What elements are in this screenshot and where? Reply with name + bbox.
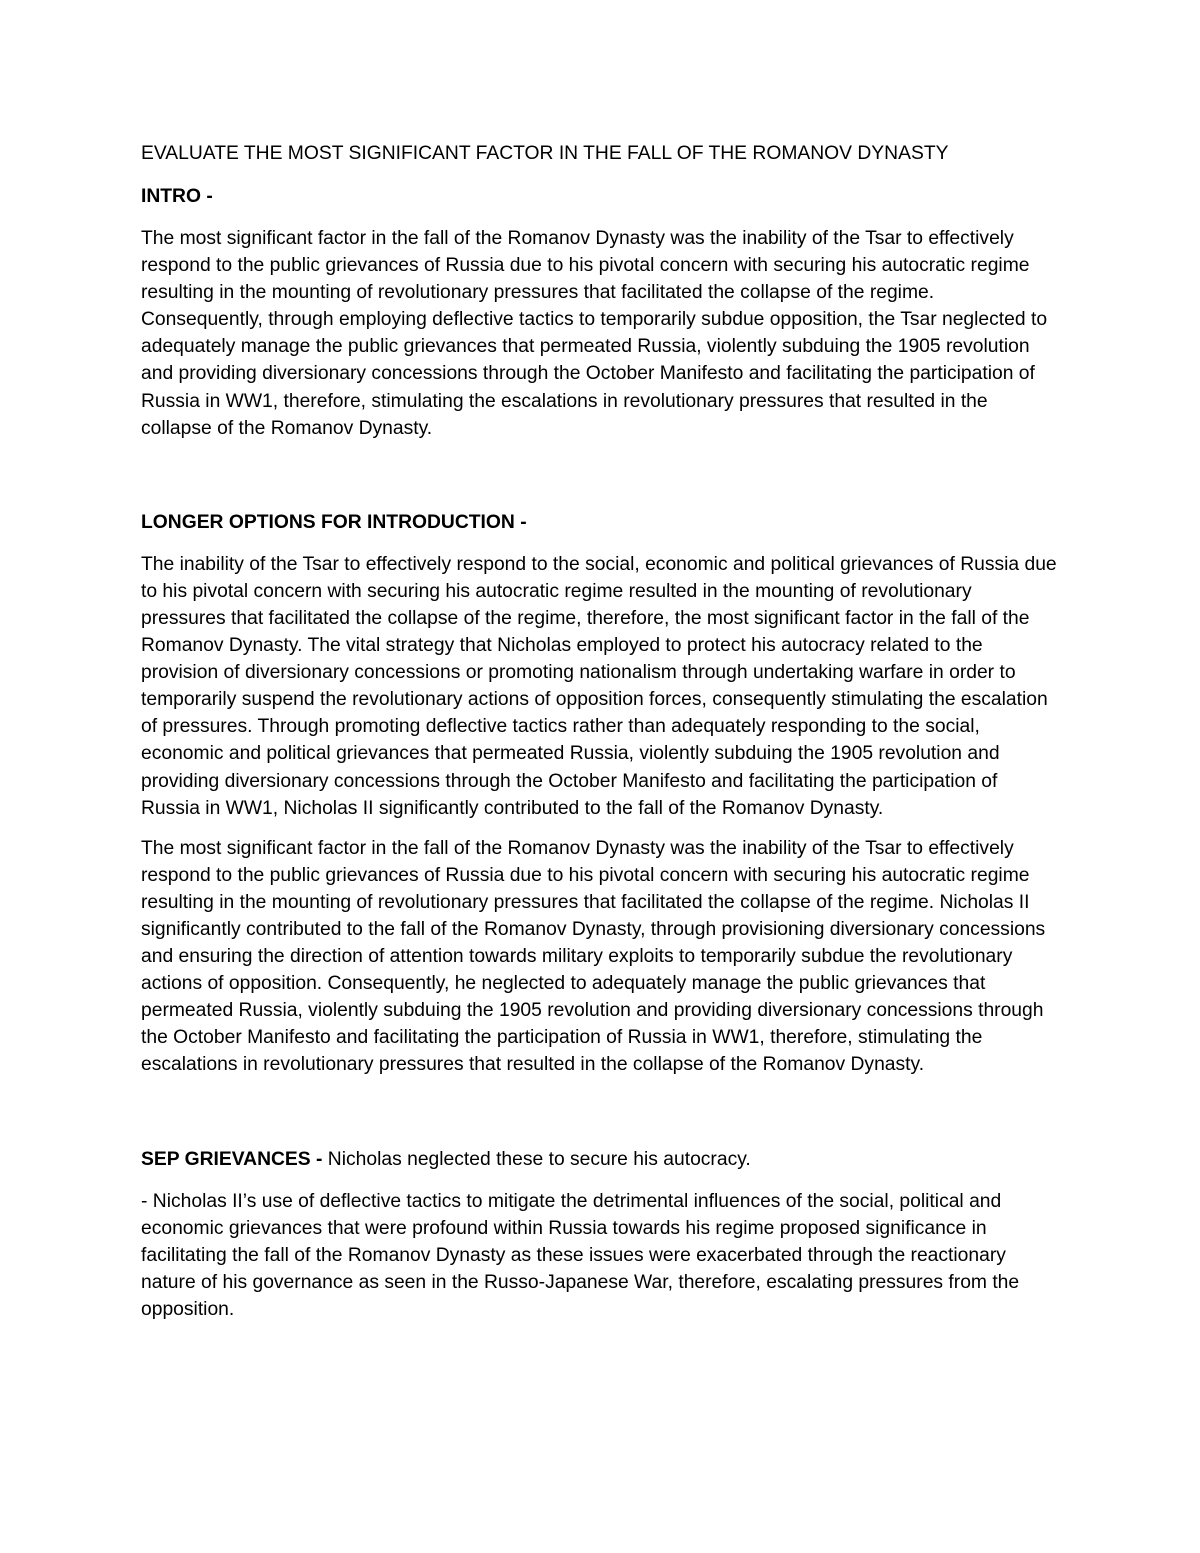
document-title: EVALUATE THE MOST SIGNIFICANT FACTOR IN THE FALL OF THE ROMANOV DYNASTY: [141, 143, 949, 164]
document-page: [141, 140, 1059, 1336]
longer-options-paragraph-1: The inability of the Tsar to effectively respond to the social, economic and political grievances of Russia due to his pivotal concern with securing his autocratic regime resulted in the mounting of revolutionary pressures that facilitated the collapse of the regime, therefore, the most significant factor in the fall of the Romanov Dynasty. The vital strategy that Nicholas employed to protect his autocracy related to the provision of diversionary concessions or promoting nationalism through undertaking warfare in order to temporarily suspend the revolutionary actions of opposition forces, consequently stimulating the escalation of pressures. Through promoting deflective tactics rather than adequately responding to the social, economic and political grievances that permeated Russia, violently subduing the 1905 revolution and providing diversionary concessions through the October Manifesto and facilitating the participation of Russia in WW1, Nicholas II significantly contributed to the fall of the Romanov Dynasty.: [141, 553, 1057, 819]
sep-grievances-heading-line: [141, 1146, 1059, 1173]
section-spacer: [141, 455, 1059, 509]
section-spacer: [141, 1092, 1059, 1146]
longer-options-paragraph-2: The most significant factor in the fall of the Romanov Dynasty was the inability of the Tsar to effectively respond to the public grievances of Russia due to his pivotal concern with securing his autocratic regime resulting in the mounting of revolutionary pressures that facilitated the collapse of the regime. Nicholas II significantly contributed to the fall of the Romanov Dynasty, through provisioning diversionary concessions and ensuring the direction of attention towards military exploits to temporarily subdue the revolutionary actions of opposition. Consequently, he neglected to adequately manage the public grievances that permeated Russia, violently subduing the 1905 revolution and providing diversionary concessions through the October Manifesto and facilitating the participation of Russia in WW1, therefore, stimulating the escalations in revolutionary pressures that resulted in the collapse of the Romanov Dynasty.: [141, 837, 1046, 1076]
sep-grievances-heading: SEP GRIEVANCES -: [141, 1148, 323, 1170]
sep-grievances-paragraph: - Nicholas II’s use of deflective tactics to mitigate the detrimental influences of the social, political and economic grievances that were profound within Russia towards his regime proposed significance in facilitating the fall of the Romanov Dynasty as these issues were exacerbated through the reactionary nature of his governance as seen in the Russo-Japanese War, therefore, escalating pressures from the opposition.: [141, 1190, 1020, 1320]
intro-paragraph: The most significant factor in the fall of the Romanov Dynasty was the inability of the Tsar to effectively respond to the public grievances of Russia due to his pivotal concern with securing his autocratic regime resulting in the mounting of revolutionary pressures that facilitated the collapse of the regime. Consequently, through employing deflective tactics to temporarily subdue opposition, the Tsar neglected to adequately manage the public grievances that permeated Russia, violently subduing the 1905 revolution and providing diversionary concessions through the October Manifesto and facilitating the participation of Russia in WW1, therefore, stimulating the escalations in revolutionary pressures that resulted in the collapse of the Romanov Dynasty.: [141, 228, 1048, 439]
intro-heading: INTRO -: [141, 186, 213, 207]
sep-grievances-heading-note: Nicholas neglected these to secure his autocracy.: [322, 1148, 751, 1170]
longer-options-heading: LONGER OPTIONS FOR INTRODUCTION -: [141, 511, 527, 533]
